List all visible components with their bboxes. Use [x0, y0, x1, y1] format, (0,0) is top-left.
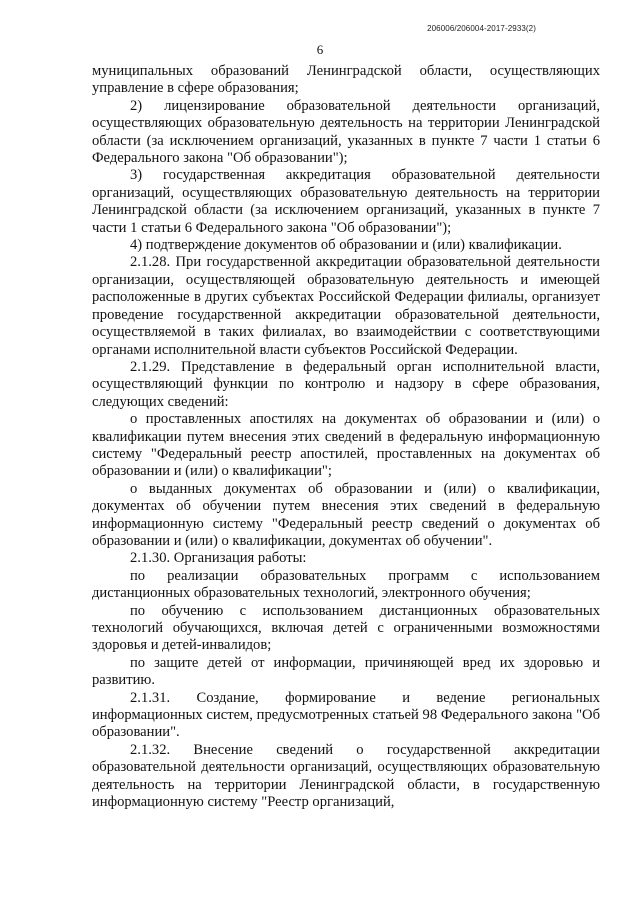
document-body	[92, 63, 600, 811]
paragraph: 2.1.28. При государственной аккредитации образовательной деятельности организации, осуществляющей образовательную деятельность и имеющей расположенные в других субъектах Российской Федерации филиалы, организует проведение государственной аккредитации образовательной деятельности, осуществляемой в таких филиалах, во взаимодействии с соответствующими органами исполнительной власти субъектов Российской Федерации.	[92, 254, 600, 358]
paragraph: 2) лицензирование образовательной деятельности организаций, осуществляющих образовательную деятельность на территории Ленинградской области (за исключением организаций, указанных в пункте 7 части 1 статьи 6 Федерального закона "Об образовании");	[92, 97, 600, 167]
paragraph: о выданных документах об образовании и (или) о квалификации, документах об обучении путем внесения этих сведений в федеральную информационную систему "Федеральный реестр сведений о документах об образовании и (или) о квалификации, документах об обучении".	[92, 480, 600, 549]
paragraph: 4) подтверждение документов об образовании и (или) квалификации.	[130, 237, 562, 254]
paragraph: 2.1.32. Внесение сведений о государственной аккредитации образовательной деятельности организаций, осуществляющих образовательную деятельность на территории Ленинградской области, в государственную информационную систему "Реестр организаций,	[92, 741, 600, 811]
page-number: 6	[316, 42, 324, 57]
paragraph: муниципальных образований Ленинградской области, осуществляющих управление в сфере образования;	[92, 63, 600, 97]
document-id: 206006/206004-2017-2933(2)	[427, 24, 536, 33]
paragraph: 3) государственная аккредитация образовательной деятельности организаций, осуществляющих образовательную деятельность на территории Ленинградской области (за исключением организаций, указанных в пункте 7 части 1 статьи 6 Федерального закона "Об образовании");	[92, 167, 600, 236]
paragraph: 2.1.30. Организация работы:	[130, 550, 307, 567]
paragraph: 2.1.31. Создание, формирование и ведение региональных информационных систем, предусмотренных статьей 98 Федерального закона "Об образовании".	[92, 689, 600, 741]
paragraph: по защите детей от информации, причиняющей вред их здоровью и развитию.	[92, 654, 600, 689]
paragraph: о проставленных апостилях на документах об образовании и (или) о квалификации путем внесения этих сведений в федеральную информационную систему "Федеральный реестр апостилей, проставленных на документах об образовании и (или) о квалификации";	[92, 411, 600, 480]
paragraph: по обучению с использованием дистанционных образовательных технологий обучающихся, включая детей с ограниченными возможностями здоровья и детей-инвалидов;	[92, 602, 600, 654]
paragraph: 2.1.29. Представление в федеральный орган исполнительной власти, осуществляющий функции по контролю и надзору в сфере образования, следующих сведений:	[92, 358, 600, 410]
paragraph: по реализации образовательных программ с использованием дистанционных образовательных технологий, электронного обучения;	[92, 567, 600, 602]
